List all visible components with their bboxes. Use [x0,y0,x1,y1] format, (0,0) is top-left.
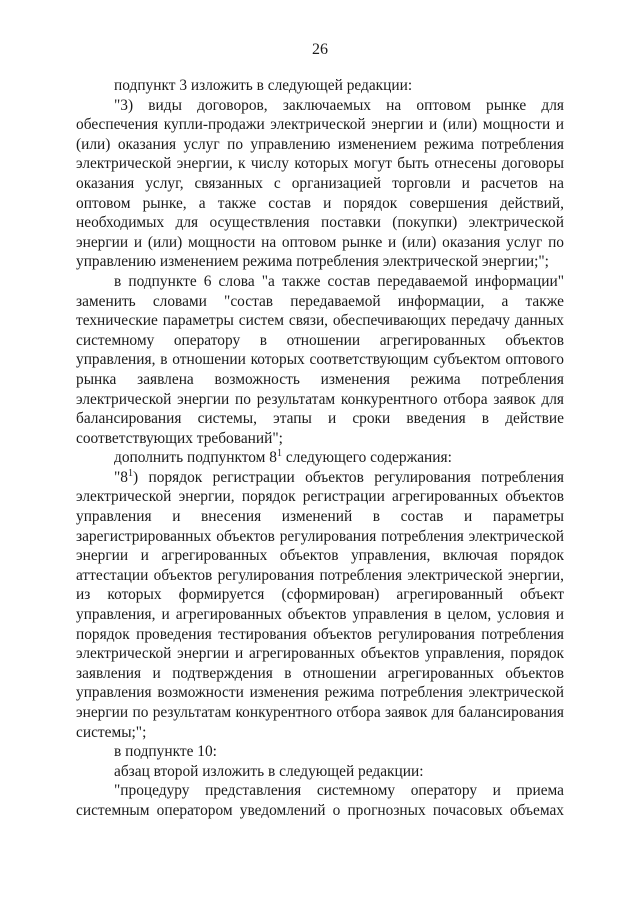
paragraph: "процедуру представления системному оператору и приема системным оператором уведомлений о прогнозных почасовых объемах [76,782,564,819]
paragraph-text: "8 [114,468,128,486]
page-number: 26 [312,41,328,58]
paragraph-text: ) порядок регистрации объектов регулирования потребления электрической энергии, порядок регистрации агрегированных объектов управления и внесения изменений в состав и параметры зарегистрированных объектов регулирования потребления электрической энергии и агрегированных объектов управления, включая порядок аттестации объектов регулирования потребления электрической энергии, из которых формируется (сформирован) агрегированный объект управления, и агрегированных объектов управления в целом, условия и порядок проведения тестирования объектов регулирования потребления электрической энергии и агрегированных объектов управления, порядок заявления и подтверждения в отношении агрегированных объектов управления возможности изменения режима потребления электрической энергии по результатам конкурентного отбора заявок для балансирования системы;"; [76,468,564,741]
document-body [76,76,564,821]
paragraph: подпункт 3 изложить в следующей редакции: [114,77,413,94]
paragraph-text: следующего содержания: [281,449,452,467]
paragraph: в подпункте 6 слова "а также состав передаваемой информации" заменить словами "состав передаваемой информации, а также технические параметры систем связи, обеспечивающих передачу данных системному оператору в отношении агрегированных объектов управления, в отношении которых соответствующим субъектом оптового рынка заявлена возможность изменения режима потребления электрической энергии по результатам конкурентного отбора заявок для балансирования системы, этапы и сроки введения в действие соответствующих требований"; [76,272,564,447]
paragraph: абзац второй изложить в следующей редакции: [114,762,424,780]
paragraph: "3) виды договоров, заключаемых на оптовом рынке для обеспечения купли-продажи электрической энергии и (или) мощности и (или) оказания услуг по управлению изменением режима потребления электрической энергии, к числу которых могут быть отнесены договоры оказания услуг, связанных с организацией торговли и расчетов на оптовом рынке, а также состав и порядок совершения действий, необходимых для осуществления поставки (покупки) электрической энергии и (или) мощности на оптовом рынке и (или) оказания услуг по управлению изменением режима потребления электрической энергии;"; [76,96,564,271]
paragraph [76,448,564,468]
paragraph: в подпункте 10: [114,743,217,761]
superscript: 1 [276,448,282,460]
paragraph [76,468,564,742]
superscript: 1 [127,467,133,479]
paragraph-text: дополнить подпунктом 8 [114,449,277,467]
